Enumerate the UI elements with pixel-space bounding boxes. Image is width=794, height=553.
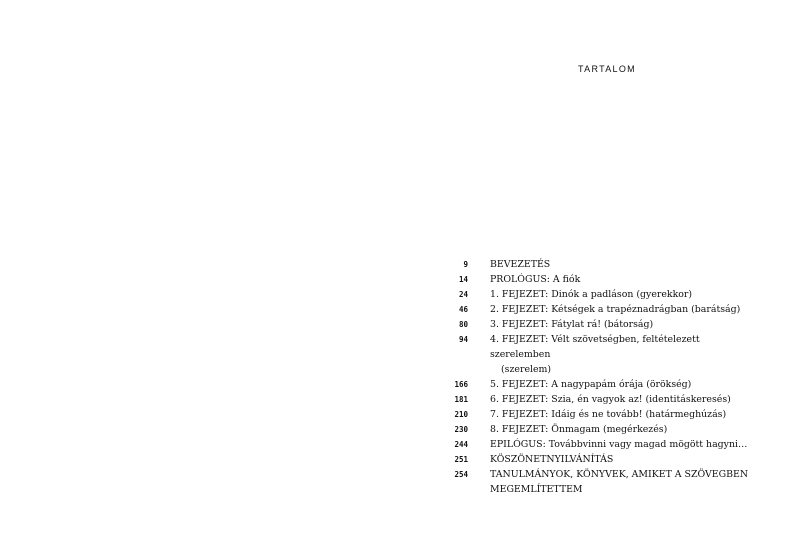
- toc-entry: [430, 377, 770, 392]
- toc-entry-label: [490, 332, 760, 377]
- toc-page-number: 181: [454, 395, 468, 404]
- toc-page-number: 251: [454, 455, 468, 464]
- toc-page-number: 166: [454, 380, 468, 389]
- toc-entry: [430, 287, 770, 302]
- toc-page-number: 9: [463, 260, 468, 269]
- toc-title: TARTALOM: [578, 64, 636, 74]
- toc-entry: [430, 257, 770, 272]
- toc-entry-label: KÖSZÖNETNYILVÁNÍTÁS: [490, 454, 614, 465]
- toc-entry-line: (szerelem): [501, 364, 552, 375]
- toc-entry-label: 1. FEJEZET: Dinók a padláson (gyerekkor): [490, 289, 693, 300]
- toc-page-number: 46: [458, 305, 468, 314]
- toc-page-number: 210: [454, 410, 468, 419]
- toc-entry: [430, 467, 770, 497]
- toc-entry-label: [490, 467, 760, 497]
- toc-entry: [430, 272, 770, 287]
- toc-entry: [430, 422, 770, 437]
- toc-entry-label: EPILÓGUS: Továbbvinni vagy magad mögött hagyni…: [490, 439, 748, 450]
- toc-page-number: 244: [454, 440, 468, 449]
- toc-page-number: 80: [458, 320, 468, 329]
- toc-entry: [430, 437, 770, 452]
- toc-entry-label: 7. FEJEZET: Idáig és ne tovább! (határmeghúzás): [490, 409, 727, 420]
- toc-entry-line: 4. FEJEZET: Vélt szövetségben, feltételezett szerelemben: [490, 334, 700, 360]
- toc-entry: [430, 332, 770, 377]
- toc-entry-label: 6. FEJEZET: Szia, én vagyok az! (identitáskeresés): [490, 394, 731, 405]
- toc-page-number: 230: [454, 425, 468, 434]
- toc-entry: [430, 302, 770, 317]
- toc-entry-label: 2. FEJEZET: Kétségek a trapéznadrágban (barátság): [490, 304, 741, 315]
- toc-page-number: 24: [458, 290, 468, 299]
- toc-entry: [430, 452, 770, 467]
- toc-entry-label: BEVEZETÉS: [490, 259, 551, 270]
- toc-entry: [430, 317, 770, 332]
- toc-entry-line: MEGEMLÍTETTEM: [490, 484, 583, 495]
- toc-page-number: 94: [458, 335, 468, 344]
- toc-entry-label: PROLÓGUS: A fiók: [490, 274, 581, 285]
- toc-entry-label: 3. FEJEZET: Fátylat rá! (bátorság): [490, 319, 654, 330]
- toc-entry: [430, 407, 770, 422]
- toc-entry: [430, 392, 770, 407]
- toc-page-number: 254: [454, 470, 468, 479]
- toc-entry-label: 8. FEJEZET: Önmagam (megérkezés): [490, 424, 668, 435]
- toc-entry-label: 5. FEJEZET: A nagypapám órája (örökség): [490, 379, 692, 390]
- table-of-contents: [430, 257, 770, 497]
- toc-page-number: 14: [458, 275, 468, 284]
- toc-entry-line: TANULMÁNYOK, KÖNYVEK, AMIKET A SZÖVEGBEN: [490, 469, 749, 480]
